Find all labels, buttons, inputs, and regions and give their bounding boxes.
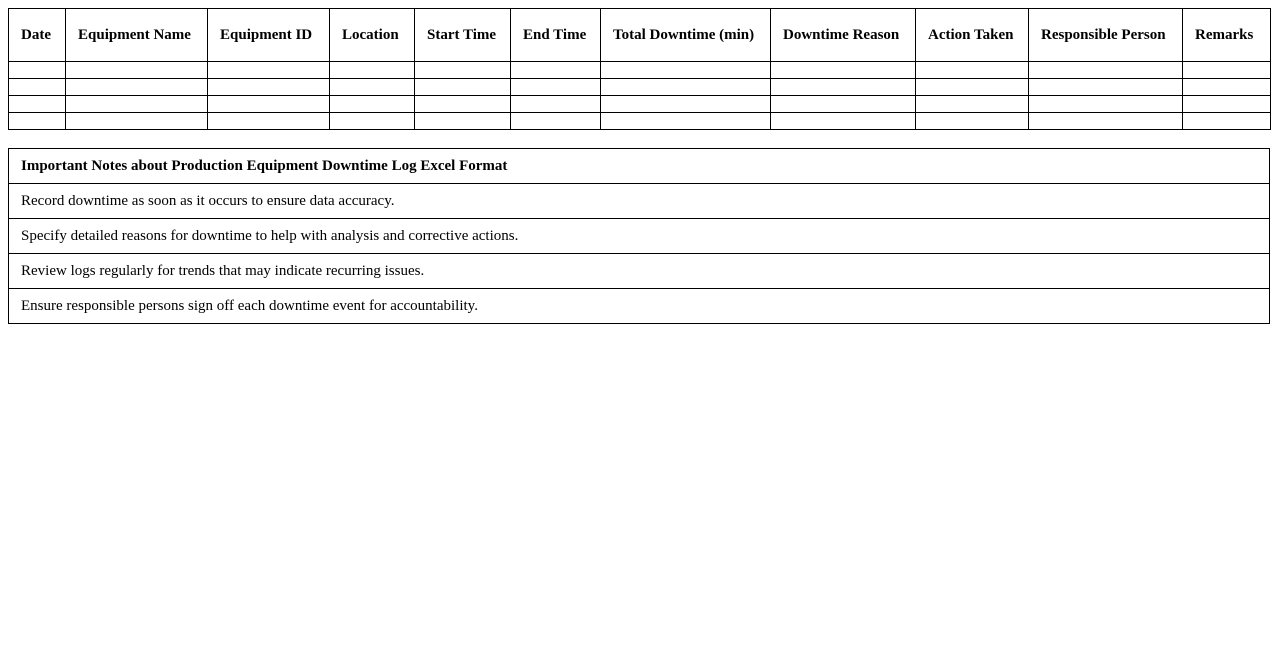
table-cell[interactable] <box>415 62 511 79</box>
table-cell[interactable] <box>1029 96 1183 113</box>
table-cell[interactable] <box>1183 62 1271 79</box>
notes-title: Important Notes about Production Equipment Downtime Log Excel Format <box>9 149 1270 184</box>
table-cell[interactable] <box>208 62 330 79</box>
column-header-total-downtime: Total Downtime (min) <box>601 9 771 62</box>
column-header-location: Location <box>330 9 415 62</box>
table-cell[interactable] <box>916 79 1029 96</box>
table-cell[interactable] <box>330 96 415 113</box>
column-header-equipment-id: Equipment ID <box>208 9 330 62</box>
table-cell[interactable] <box>1183 96 1271 113</box>
table-cell[interactable] <box>511 113 601 130</box>
note-item: Record downtime as soon as it occurs to ensure data accuracy. <box>9 184 1270 219</box>
table-cell[interactable] <box>66 62 208 79</box>
note-row <box>9 219 1270 254</box>
table-cell[interactable] <box>771 79 916 96</box>
table-cell[interactable] <box>511 79 601 96</box>
table-cell[interactable] <box>330 113 415 130</box>
downtime-log-table <box>8 8 1271 130</box>
table-cell[interactable] <box>415 79 511 96</box>
table-cell[interactable] <box>916 62 1029 79</box>
note-row <box>9 289 1270 324</box>
notes-title-row <box>9 149 1270 184</box>
table-cell[interactable] <box>330 79 415 96</box>
column-header-responsible-person: Responsible Person <box>1029 9 1183 62</box>
table-cell[interactable] <box>511 62 601 79</box>
table-cell[interactable] <box>208 96 330 113</box>
column-header-end-time: End Time <box>511 9 601 62</box>
table-cell[interactable] <box>511 96 601 113</box>
table-cell[interactable] <box>208 113 330 130</box>
column-header-start-time: Start Time <box>415 9 511 62</box>
column-header-downtime-reason: Downtime Reason <box>771 9 916 62</box>
header-row <box>9 9 1271 62</box>
table-row <box>9 62 1271 79</box>
table-cell[interactable] <box>771 96 916 113</box>
note-row <box>9 184 1270 219</box>
table-cell[interactable] <box>601 113 771 130</box>
table-cell[interactable] <box>916 113 1029 130</box>
table-cell[interactable] <box>415 96 511 113</box>
column-header-remarks: Remarks <box>1183 9 1271 62</box>
table-cell[interactable] <box>9 79 66 96</box>
notes-table <box>8 148 1270 324</box>
table-row <box>9 96 1271 113</box>
table-row <box>9 113 1271 130</box>
table-cell[interactable] <box>66 79 208 96</box>
table-cell[interactable] <box>415 113 511 130</box>
table-row <box>9 79 1271 96</box>
column-header-action-taken: Action Taken <box>916 9 1029 62</box>
table-cell[interactable] <box>601 96 771 113</box>
table-cell[interactable] <box>9 62 66 79</box>
table-cell[interactable] <box>9 113 66 130</box>
table-cell[interactable] <box>66 113 208 130</box>
page <box>0 0 1278 324</box>
table-cell[interactable] <box>601 79 771 96</box>
table-cell[interactable] <box>9 96 66 113</box>
log-table-body <box>9 62 1271 130</box>
table-cell[interactable] <box>330 62 415 79</box>
table-cell[interactable] <box>1183 79 1271 96</box>
table-cell[interactable] <box>771 62 916 79</box>
note-item: Ensure responsible persons sign off each downtime event for accountability. <box>9 289 1270 324</box>
table-cell[interactable] <box>208 79 330 96</box>
column-header-equipment-name: Equipment Name <box>66 9 208 62</box>
table-cell[interactable] <box>66 96 208 113</box>
note-item: Review logs regularly for trends that may indicate recurring issues. <box>9 254 1270 289</box>
table-cell[interactable] <box>601 62 771 79</box>
table-cell[interactable] <box>1029 62 1183 79</box>
table-cell[interactable] <box>1183 113 1271 130</box>
table-cell[interactable] <box>1029 113 1183 130</box>
note-item: Specify detailed reasons for downtime to help with analysis and corrective actions. <box>9 219 1270 254</box>
table-cell[interactable] <box>771 113 916 130</box>
table-cell[interactable] <box>1029 79 1183 96</box>
note-row <box>9 254 1270 289</box>
column-header-date: Date <box>9 9 66 62</box>
table-cell[interactable] <box>916 96 1029 113</box>
